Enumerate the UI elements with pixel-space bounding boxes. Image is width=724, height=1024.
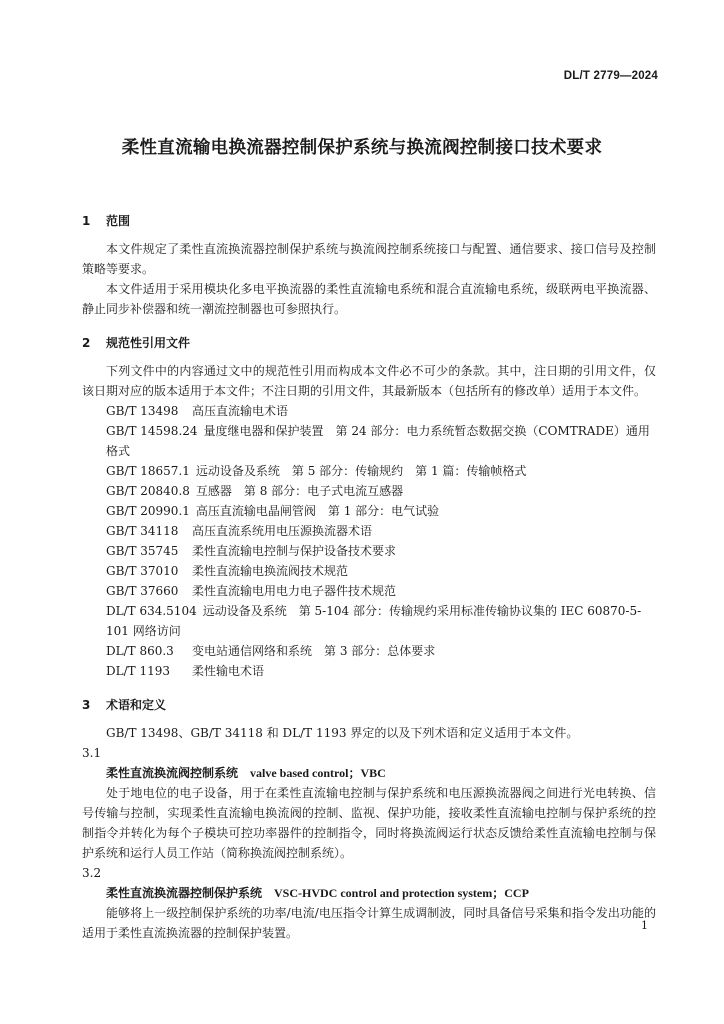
reference-list	[82, 401, 656, 681]
term-definition: 能够将上一级控制保护系统的功率/电流/电压指令计算生成调制波，同时具备信号采集和指令发出功能的适用于柔性直流换流器的控制保护装置。	[82, 906, 656, 940]
term-entry	[82, 863, 656, 943]
document-body	[82, 205, 656, 943]
reference-name: 柔性直流输电用电力电子器件技术规范	[192, 584, 397, 598]
reference-name: 柔性直流输电控制与保护设备技术要求	[192, 544, 397, 558]
reference-item	[82, 401, 656, 421]
reference-item	[82, 601, 656, 641]
paragraph: 本文件规定了柔性直流换流器控制保护系统与换流阀控制系统接口与配置、通信要求、接口信号及控制策略等要求。	[82, 242, 656, 276]
reference-name: 柔性输电术语	[192, 664, 265, 678]
section-title: 范围	[106, 214, 131, 228]
reference-item	[82, 581, 656, 601]
section-title: 规范性引用文件	[106, 336, 191, 350]
reference-item	[82, 501, 656, 521]
reference-name: 高压直流输电术语	[192, 404, 289, 418]
section-heading-terms-definitions	[82, 695, 656, 715]
term-title	[82, 763, 656, 783]
section-title: 术语和定义	[106, 698, 167, 712]
reference-code: DL/T 634.5104	[106, 604, 197, 618]
reference-name: 量度继电器和保护装置 第 24 部分：电力系统暂态数据交换（COMTRADE）通用格式	[106, 424, 650, 458]
term-number: 3.2	[82, 866, 102, 880]
reference-item	[82, 661, 656, 681]
section-heading-scope	[82, 211, 656, 231]
paragraph: 下列文件中的内容通过文中的规范性引用而构成本文件必不可少的条款。其中，注日期的引用文件，仅该日期对应的版本适用于本文件；不注日期的引用文件，其最新版本（包括所有的修改单）适用于本文件。	[82, 364, 656, 398]
reference-code: DL/T 1193	[106, 664, 170, 678]
reference-item	[82, 541, 656, 561]
page-number: 1	[641, 919, 648, 932]
reference-code: GB/T 13498	[106, 404, 179, 418]
reference-name: 远动设备及系统 第 5-104 部分：传输规约采用标准传输协议集的 IEC 60870-5-101 网络访问	[106, 604, 642, 638]
term-number: 3.1	[82, 746, 102, 760]
term-chinese: 柔性直流换流器控制保护系统	[106, 886, 263, 900]
section-heading-normative-references	[82, 333, 656, 353]
reference-item	[82, 641, 656, 661]
term-title	[82, 883, 656, 903]
reference-item	[82, 481, 656, 501]
reference-item	[82, 521, 656, 541]
paragraph: 本文件适用于采用模块化多电平换流器的柔性直流输电系统和混合直流输电系统，级联两电平换流器、静止同步补偿器和统一潮流控制器也可参照执行。	[82, 282, 656, 316]
reference-name: 远动设备及系统 第 5 部分：传输规约 第 1 篇：传输帧格式	[195, 464, 527, 478]
reference-code: GB/T 37010	[106, 564, 179, 578]
reference-code: GB/T 14598.24	[106, 424, 198, 438]
reference-name: 变电站通信网络和系统 第 3 部分：总体要求	[192, 644, 436, 658]
reference-code: GB/T 34118	[106, 524, 179, 538]
paragraph: GB/T 13498、GB/T 34118 和 DL/T 1193 界定的以及下列术语和定义适用于本文件。	[106, 726, 579, 740]
section-number: 3	[82, 698, 91, 712]
reference-code: GB/T 18657.1	[106, 464, 190, 478]
term-chinese: 柔性直流换流阀控制系统	[106, 766, 239, 780]
term-english: VSC-HVDC control and protection system；CCP	[274, 886, 529, 900]
section-number: 2	[82, 336, 91, 350]
reference-code: DL/T 860.3	[106, 644, 174, 658]
reference-code: GB/T 37660	[106, 584, 179, 598]
reference-name: 柔性直流输电换流阀技术规范	[192, 564, 349, 578]
document-title: 柔性直流输电换流器控制保护系统与换流阀控制接口技术要求	[121, 138, 603, 158]
standard-code: DL/T 2779—2024	[563, 70, 658, 82]
term-entry	[82, 743, 656, 863]
reference-name: 高压直流输电晶闸管阀 第 1 部分：电气试验	[195, 504, 440, 518]
reference-item	[82, 461, 656, 481]
term-definition: 处于地电位的电子设备，用于在柔性直流输电控制与保护系统和电压源换流器阀之间进行光电转换、信号传输与控制，实现柔性直流输电换流阀的控制、监视、保护功能，接收柔性直流输电控制与保护系统的控制指令并转化为每个子模块可控功率器件的控制指令，同时将换流阀运行状态反馈给柔性直流输电控制与保护系统和运行人员工作站（简称换流阀控制系统）。	[82, 786, 656, 860]
section-number: 1	[82, 214, 91, 228]
reference-item	[82, 561, 656, 581]
reference-code: GB/T 20990.1	[106, 504, 190, 518]
reference-name: 互感器 第 8 部分：电子式电流互感器	[195, 484, 404, 498]
reference-code: GB/T 35745	[106, 544, 179, 558]
reference-item	[82, 421, 656, 461]
reference-code: GB/T 20840.8	[106, 484, 190, 498]
term-english: valve based control；VBC	[250, 766, 386, 780]
reference-name: 高压直流系统用电压源换流器术语	[192, 524, 373, 538]
